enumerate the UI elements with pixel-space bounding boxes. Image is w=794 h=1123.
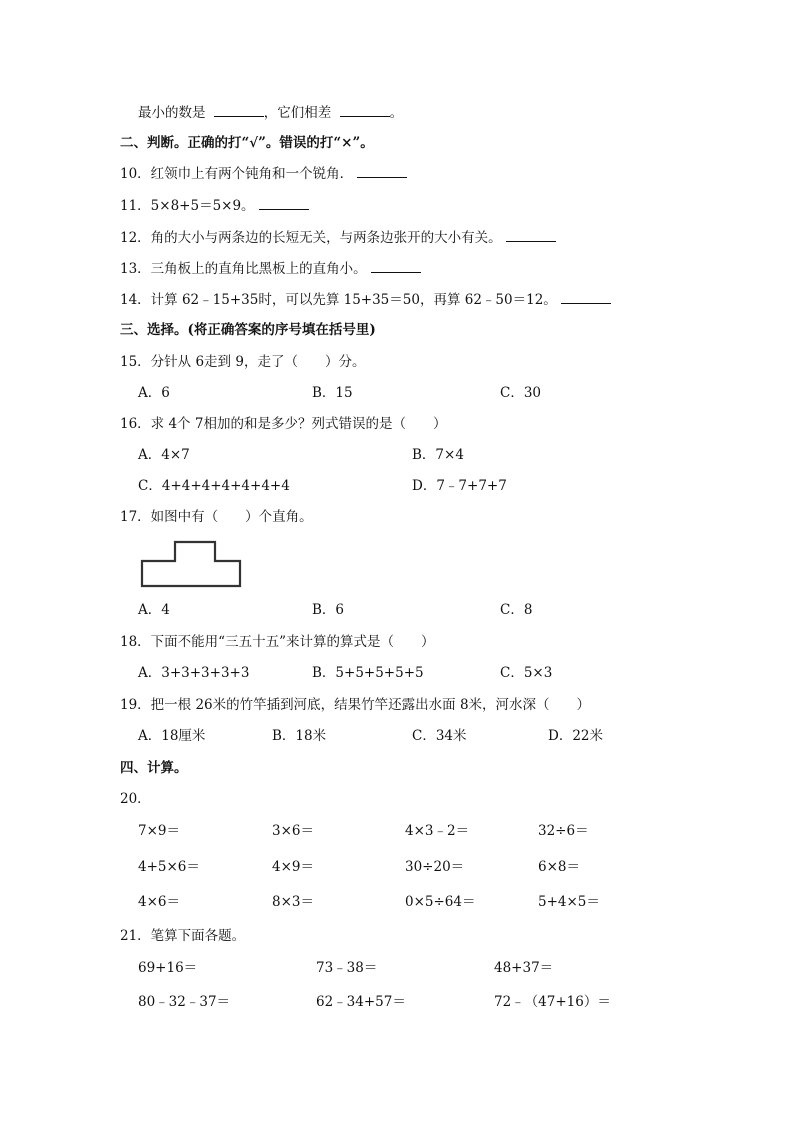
answer-blank[interactable] <box>561 291 611 304</box>
q15-stem: 15．分针从 6走到 9，走了（ ）分。 <box>120 354 366 370</box>
judge-text: 12．角的大小与两条边的长短无关，与两条边张开的大小有关。 <box>120 230 502 246</box>
right-angle-figure <box>140 540 244 590</box>
q16-stem: 16．求 4个 7相加的和是多少？列式错误的是（ ） <box>120 416 447 432</box>
written-calc-item: 73﹣38＝ <box>316 960 378 976</box>
judge-item-10 <box>120 164 407 184</box>
q18-option-a[interactable]: A．3+3+3+3+3 <box>138 665 250 681</box>
calc-item: 0×5÷64＝ <box>405 894 476 910</box>
q15-option-c[interactable]: C．30 <box>500 385 542 401</box>
calc-item: 4×3﹣2＝ <box>405 823 470 839</box>
written-calc-item: 62﹣34+57＝ <box>316 994 406 1010</box>
answer-blank[interactable] <box>371 260 421 273</box>
q16-option-d[interactable]: D．7﹣7+7+7 <box>412 478 507 494</box>
judge-text: 13．三角板上的直角比黑板上的直角小。 <box>120 261 367 277</box>
q9-tail-text-b: ，它们相差 <box>263 105 332 121</box>
answer-blank[interactable] <box>357 165 407 178</box>
q19-option-d[interactable]: D．22米 <box>548 728 604 744</box>
written-calc-item: 72﹣（47+16）＝ <box>494 994 611 1010</box>
q9-tail-text-a: 最小的数是 <box>138 105 206 121</box>
calc-item: 7×9＝ <box>138 823 180 839</box>
calc-item: 6×8＝ <box>538 859 580 875</box>
answer-blank[interactable] <box>506 229 556 242</box>
q17-stem: 17．如图中有（ ）个直角。 <box>120 509 313 525</box>
q15-option-b[interactable]: B．15 <box>312 385 353 401</box>
answer-blank[interactable] <box>340 104 390 117</box>
section-4-title: 四、计算。 <box>120 760 188 776</box>
q19-option-b[interactable]: B．18米 <box>272 728 327 744</box>
q21-label: 21．笔算下面各题。 <box>120 928 246 944</box>
q15-option-a[interactable]: A．6 <box>138 385 170 401</box>
q20-label: 20． <box>120 791 151 807</box>
answer-blank[interactable] <box>259 197 309 210</box>
judge-item-14 <box>120 290 611 310</box>
calc-item: 30÷20＝ <box>405 859 465 875</box>
calc-item: 3×6＝ <box>272 823 314 839</box>
q9-tail-line <box>138 103 403 123</box>
q17-option-b[interactable]: B．6 <box>312 602 345 618</box>
judge-item-13 <box>120 259 421 279</box>
calc-item: 32÷6＝ <box>538 823 589 839</box>
q16-option-b[interactable]: B．7×4 <box>412 447 464 463</box>
q18-stem: 18．下面不能用“三五十五”来计算的算式是（ ） <box>120 634 435 650</box>
judge-text: 10．红领巾上有两个钝角和一个锐角． <box>120 166 354 182</box>
q17-option-a[interactable]: A．4 <box>138 602 170 618</box>
q19-stem: 19．把一根 26米的竹竿插到河底，结果竹竿还露出水面 8米，河水深（ ） <box>120 697 591 713</box>
section-3-title: 三、选择。(将正确答案的序号填在括号里) <box>120 322 376 338</box>
q9-tail-end: 。 <box>389 105 404 121</box>
written-calc-item: 48+37＝ <box>494 960 554 976</box>
q19-option-c[interactable]: C．34米 <box>412 728 467 744</box>
calc-item: 4×9＝ <box>272 859 314 875</box>
judge-text: 11．5×8+5＝5×9。 <box>120 198 255 214</box>
answer-blank[interactable] <box>214 104 264 117</box>
calc-item: 4+5×6＝ <box>138 859 200 875</box>
judge-text: 14．计算 62﹣15+35时，可以先算 15+35＝50，再算 62﹣50＝12。 <box>120 292 557 308</box>
judge-item-11 <box>120 196 309 216</box>
section-2-title: 二、判断。正确的打“√”。错误的打“×”。 <box>120 135 374 151</box>
q18-option-b[interactable]: B．5+5+5+5+5 <box>312 665 424 681</box>
judge-item-12 <box>120 228 556 248</box>
calc-item: 5+4×5＝ <box>538 894 600 910</box>
written-calc-item: 80﹣32﹣37＝ <box>138 994 231 1010</box>
calc-item: 8×3＝ <box>272 894 314 910</box>
written-calc-item: 69+16＝ <box>138 960 198 976</box>
q17-option-c[interactable]: C．8 <box>500 602 533 618</box>
calc-item: 4×6＝ <box>138 894 180 910</box>
q16-option-c[interactable]: C．4+4+4+4+4+4+4 <box>138 478 290 494</box>
q16-option-a[interactable]: A．4×7 <box>138 447 190 463</box>
q18-option-c[interactable]: C．5×3 <box>500 665 553 681</box>
q19-option-a[interactable]: A．18厘米 <box>138 728 206 744</box>
